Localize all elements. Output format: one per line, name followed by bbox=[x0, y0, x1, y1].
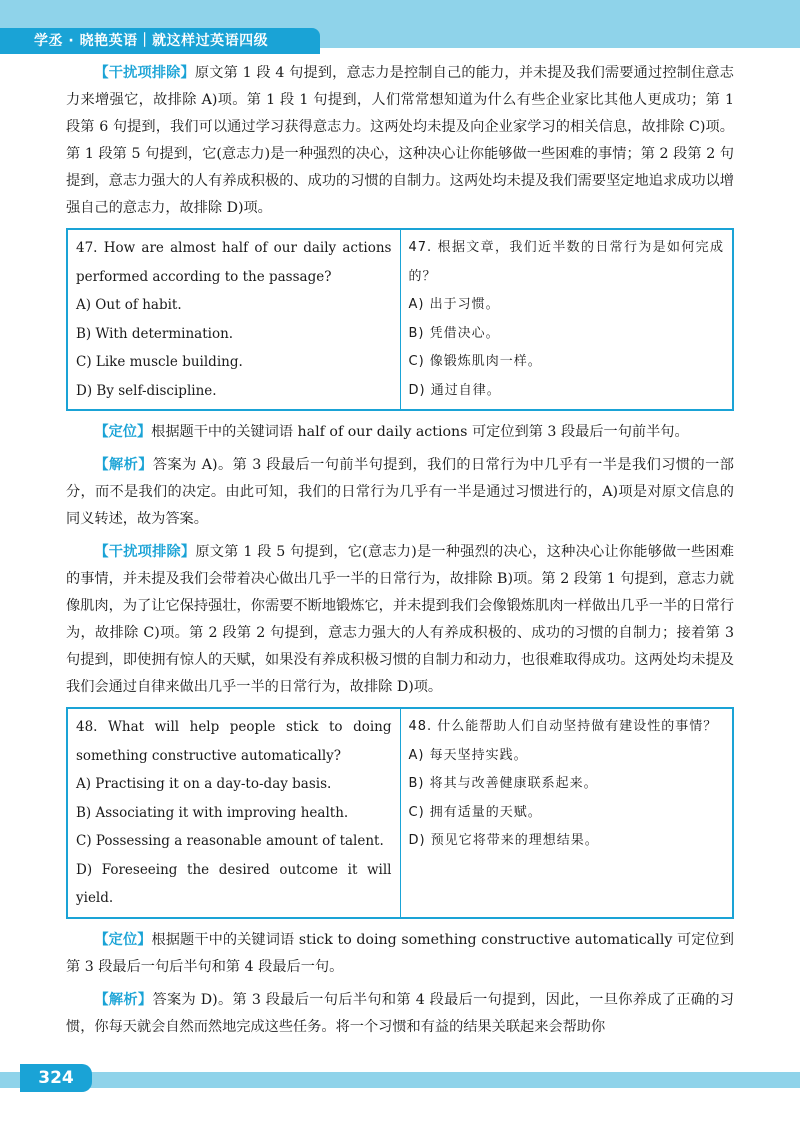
q47-distractor-paragraph bbox=[66, 539, 734, 701]
q47-analysis-paragraph bbox=[66, 452, 734, 533]
paragraph-text: 原文第 1 段 5 句提到，它(意志力)是一种强烈的决心，这种决心让你能够做一些困难的事情，并未提及我们会带着决心做出几乎一半的日常行为，故排除 B)项。第 2 段第 1 句提到，意志力就像肌肉，为了让它保持强壮，你需要不断地锻炼它，并未提到我们会像锻炼肌肉一样做出几乎一半的日常行为，故排除 C)项。第 2 段第 2 句提到，意志力强大的人有养成积极的、成功的习惯的自制力；接着第 3 句提到，即使拥有惊人的天赋，如果没有养成积极习惯的自制力和动力，也很难取得成功。这两处均未提及我们会通过自律来做出几乎一半的日常行为，故排除 D)项。 bbox=[66, 544, 734, 695]
q46-distractor-paragraph bbox=[66, 60, 734, 222]
option-c: C) Like muscle building. bbox=[76, 354, 243, 370]
q48-analysis-paragraph bbox=[66, 987, 734, 1041]
question-stem-cn: 48. 什么能帮助人们自动坚持做有建设性的事情？ bbox=[408, 719, 718, 734]
paragraph-text: 原文第 1 段 4 句提到，意志力是控制自己的能力，并未提及我们需要通过控制住意志力来增强它，故排除 A)项。第 1 段 1 句提到，人们常常想知道为什么有些企业家比其他人更成功；第 1 段第 6 句提到，我们可以通过学习获得意志力。这两处均未提及向企业家学习的相关信息，故排除 C)项。第 1 段第 5 句提到，它(意志力)是一种强烈的决心，这种决心让你能够做一些困难的事情；第 2 段第 2 句提到，意志力强大的人有养成积极的、成功的习惯的自制力。这两处均未提及我们需要坚定地追求成功以增强自己的意志力，故排除 D)项。 bbox=[66, 65, 734, 216]
book-title: 学丞 · 晓艳英语｜就这样过英语四级 bbox=[0, 28, 320, 54]
option-b-cn: B) 将其与改善健康联系起来。 bbox=[408, 776, 598, 791]
paragraph-text: 答案为 A)。第 3 段最后一句前半句提到，我们的日常行为中几乎有一半是我们习惯的一部分，而不是我们的决定。由此可知，我们的日常行为几乎有一半是通过习惯进行的，A)项是对原文信息的同义转述，故为答案。 bbox=[66, 457, 734, 527]
distractor-tag: 【干扰项排除】 bbox=[94, 65, 195, 81]
option-b-cn: B) 凭借决心。 bbox=[408, 325, 500, 341]
question-48-table bbox=[66, 707, 734, 919]
question-48-chinese bbox=[400, 708, 733, 918]
option-a-cn: A) 出于习惯。 bbox=[408, 297, 500, 312]
paragraph-text: 答案为 D)。第 3 段最后一句后半句和第 4 段最后一句提到，因此，一旦你养成了正确的习惯，你每天就会自然而然地完成这些任务。将一个习惯和有益的结果关联起来会帮助你 bbox=[66, 991, 734, 1035]
option-a: A) Practising it on a day-to-day basis. bbox=[76, 776, 332, 792]
question-47-table bbox=[66, 228, 734, 411]
left-margin bbox=[0, 54, 34, 1072]
option-d-cn: D) 预见它将带来的理想结果。 bbox=[408, 833, 599, 848]
question-stem: 47. How are almost half of our daily actions performed according to the passage? bbox=[76, 240, 392, 285]
option-c-cn: C) 拥有适量的天赋。 bbox=[408, 804, 542, 820]
q47-locate-paragraph bbox=[66, 419, 734, 446]
q48-locate-paragraph bbox=[66, 927, 734, 981]
option-b: B) Associating it with improving health. bbox=[76, 804, 349, 821]
option-b: B) With determination. bbox=[76, 325, 234, 342]
option-c-cn: C) 像锻炼肌肉一样。 bbox=[408, 354, 542, 369]
footer-bar bbox=[0, 1072, 800, 1088]
question-47-english bbox=[67, 229, 400, 410]
option-a-cn: A) 每天坚持实践。 bbox=[408, 747, 528, 763]
question-stem-cn: 47. 根据文章，我们近半数的日常行为是如何完成的？ bbox=[408, 240, 724, 284]
question-47-chinese bbox=[400, 229, 733, 410]
paragraph-text: 根据题干中的关键词语 stick to doing something constructive automatically 可定位到第 3 段最后一句后半句和第 4 段最后一句。 bbox=[66, 931, 734, 975]
analysis-tag: 【解析】 bbox=[94, 991, 153, 1008]
locate-tag: 【定位】 bbox=[94, 931, 152, 948]
question-48-english bbox=[67, 708, 400, 918]
analysis-tag: 【解析】 bbox=[94, 457, 153, 473]
question-stem: 48. What will help people stick to doing something constructive automatically? bbox=[76, 719, 392, 764]
option-d: D) Foreseeing the desired outcome it will yield. bbox=[76, 861, 392, 906]
option-d: D) By self-discipline. bbox=[76, 382, 217, 399]
locate-tag: 【定位】 bbox=[94, 424, 152, 440]
page-number: 324 bbox=[20, 1064, 92, 1092]
option-c: C) Possessing a reasonable amount of talent. bbox=[76, 833, 384, 849]
page-content bbox=[66, 60, 734, 1047]
distractor-tag: 【干扰项排除】 bbox=[94, 544, 196, 560]
paragraph-text: 根据题干中的关键词语 half of our daily actions 可定位到第 3 段最后一句前半句。 bbox=[151, 424, 689, 440]
option-d-cn: D) 通过自律。 bbox=[408, 382, 501, 398]
option-a: A) Out of habit. bbox=[76, 297, 182, 313]
